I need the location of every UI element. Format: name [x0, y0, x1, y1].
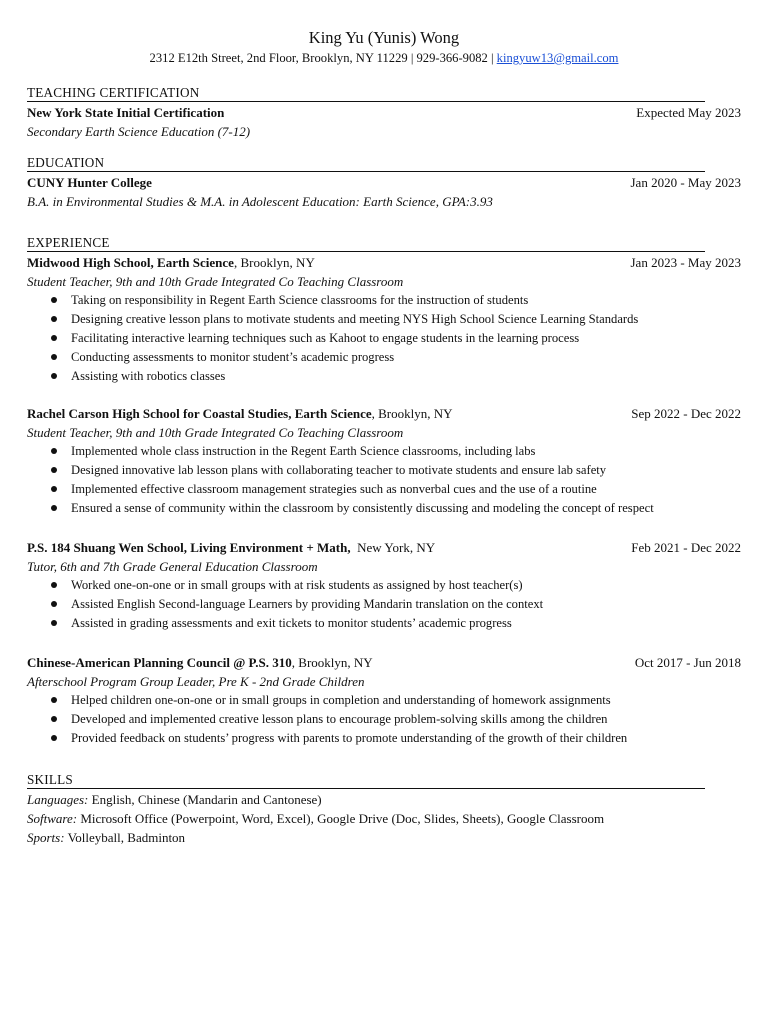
bullet-dot-icon [51, 697, 57, 703]
bullet-dot-icon [51, 316, 57, 322]
job-org: Chinese-American Planning Council @ P.S. 310 [27, 655, 292, 670]
education-section [27, 155, 741, 211]
bullet-dot-icon [51, 467, 57, 473]
job-entry [27, 653, 741, 748]
skill-label: Sports: [27, 830, 65, 845]
bullet-item: Ensured a sense of community within the classroom by consistently discussing and modeling the concept of respect [27, 499, 741, 518]
job-date: Feb 2021 - Dec 2022 [631, 540, 741, 555]
bullet-dot-icon [51, 505, 57, 511]
bullet-dot-icon [51, 373, 57, 379]
certification-section [27, 85, 741, 141]
bullet-item: Assisted in grading assessments and exit tickets to monitor students’ academic progress [27, 614, 741, 633]
bullet-item: Designing creative lesson plans to motivate students and meeting NYS High School Science Learning Standards [27, 310, 741, 329]
education-school: CUNY Hunter College [27, 175, 152, 190]
job-header [27, 253, 741, 272]
bullet-item: Taking on responsibility in Regent Earth Science classrooms for the instruction of students [27, 291, 741, 310]
skill-label: Software: [27, 811, 78, 826]
bullet-dot-icon [51, 297, 57, 303]
job-entry [27, 253, 741, 386]
bullet-item: Provided feedback on students’ progress with parents to promote understanding of the growth of their children [27, 729, 741, 748]
skill-value: Microsoft Office (Powerpoint, Word, Excel), Google Drive (Doc, Slides, Sheets), Google Classroom [77, 811, 605, 826]
job-org: P.S. 184 Shuang Wen School, Living Environment + Math, [27, 540, 351, 555]
bullet-item: Worked one-on-one or in small groups with at risk students as assigned by host teacher(s) [27, 576, 741, 595]
job-header [27, 653, 741, 672]
job-org: Rachel Carson High School for Coastal Studies, Earth Science [27, 406, 372, 421]
job-org: Midwood High School, Earth Science [27, 255, 234, 270]
education-detail: B.A. in Environmental Studies & M.A. in Adolescent Education: Earth Science, GPA:3.93 [27, 194, 493, 209]
certification-heading: TEACHING CERTIFICATION [27, 85, 705, 102]
job-location: , Brooklyn, NY [233, 255, 315, 270]
bullet-item: Implemented effective classroom management strategies such as nonverbal cues and the use of a routine [27, 480, 741, 499]
bullet-dot-icon [51, 335, 57, 341]
bullet-dot-icon [51, 354, 57, 360]
certification-detail: Secondary Earth Science Education (7-12) [27, 124, 251, 139]
education-date: Jan 2020 - May 2023 [630, 175, 741, 190]
job-date: Jan 2023 - May 2023 [630, 255, 741, 270]
certification-title: New York State Initial Certification [27, 105, 225, 120]
bullet-item: Assisted English Second-language Learners by providing Mandarin translation on the context [27, 595, 741, 614]
skill-line [27, 790, 741, 809]
job-location: , Brooklyn, NY [291, 655, 373, 670]
certification-row [27, 103, 741, 122]
bullet-dot-icon [51, 582, 57, 588]
education-row [27, 173, 741, 192]
skill-value: English, Chinese (Mandarin and Cantonese) [88, 792, 322, 807]
job-bullets [27, 442, 741, 518]
skill-line [27, 828, 741, 847]
job-date: Sep 2022 - Dec 2022 [631, 406, 741, 421]
bullet-dot-icon [51, 735, 57, 741]
bullet-item: Developed and implemented creative lesson plans to encourage problem-solving skills among the children [27, 710, 741, 729]
certification-date: Expected May 2023 [636, 105, 741, 120]
job-bullets [27, 691, 741, 748]
job-entry [27, 404, 741, 518]
job-role: Afterschool Program Group Leader, Pre K - 2nd Grade Children [27, 674, 365, 689]
experience-heading: EXPERIENCE [27, 235, 705, 252]
bullet-item: Conducting assessments to monitor student’s academic progress [27, 348, 741, 367]
education-heading: EDUCATION [27, 155, 705, 172]
experience-section [27, 235, 741, 748]
bullet-dot-icon [51, 620, 57, 626]
job-location: New York, NY [350, 540, 436, 555]
bullet-item: Assisting with robotics classes [27, 367, 741, 386]
bullet-dot-icon [51, 486, 57, 492]
job-header [27, 538, 741, 557]
bullet-dot-icon [51, 601, 57, 607]
job-role: Student Teacher, 9th and 10th Grade Integrated Co Teaching Classroom [27, 274, 404, 289]
job-location: , Brooklyn, NY [371, 406, 453, 421]
bullet-dot-icon [51, 448, 57, 454]
bullet-dot-icon [51, 716, 57, 722]
contact-details: 2312 E12th Street, 2nd Floor, Brooklyn, NY 11229 | 929-366-9082 | [149, 51, 497, 65]
skill-label: Languages: [27, 792, 89, 807]
skills-heading: SKILLS [27, 772, 705, 789]
job-role: Tutor, 6th and 7th Grade General Education Classroom [27, 559, 318, 574]
job-role: Student Teacher, 9th and 10th Grade Integrated Co Teaching Classroom [27, 425, 404, 440]
bullet-item: Helped children one-on-one or in small groups in completion and understanding of homework assignments [27, 691, 741, 710]
bullet-item: Facilitating interactive learning techniques such as Kahoot to engage students in the learning process [27, 329, 741, 348]
candidate-name: King Yu (Yunis) Wong [308, 28, 460, 47]
skill-line [27, 809, 741, 828]
job-entry [27, 538, 741, 633]
job-bullets [27, 291, 741, 386]
bullet-item: Implemented whole class instruction in the Regent Earth Science classrooms, including labs [27, 442, 741, 461]
job-header [27, 404, 741, 423]
skill-value: Volleyball, Badminton [64, 830, 186, 845]
email-link[interactable]: kingyuw13@gmail.com [496, 51, 619, 65]
contact-line [27, 49, 741, 67]
job-bullets [27, 576, 741, 633]
skills-section [27, 772, 741, 847]
bullet-item: Designed innovative lab lesson plans with collaborating teacher to motivate students and ensure lab safety [27, 461, 741, 480]
job-date: Oct 2017 - Jun 2018 [634, 655, 741, 670]
resume-page [27, 28, 741, 847]
